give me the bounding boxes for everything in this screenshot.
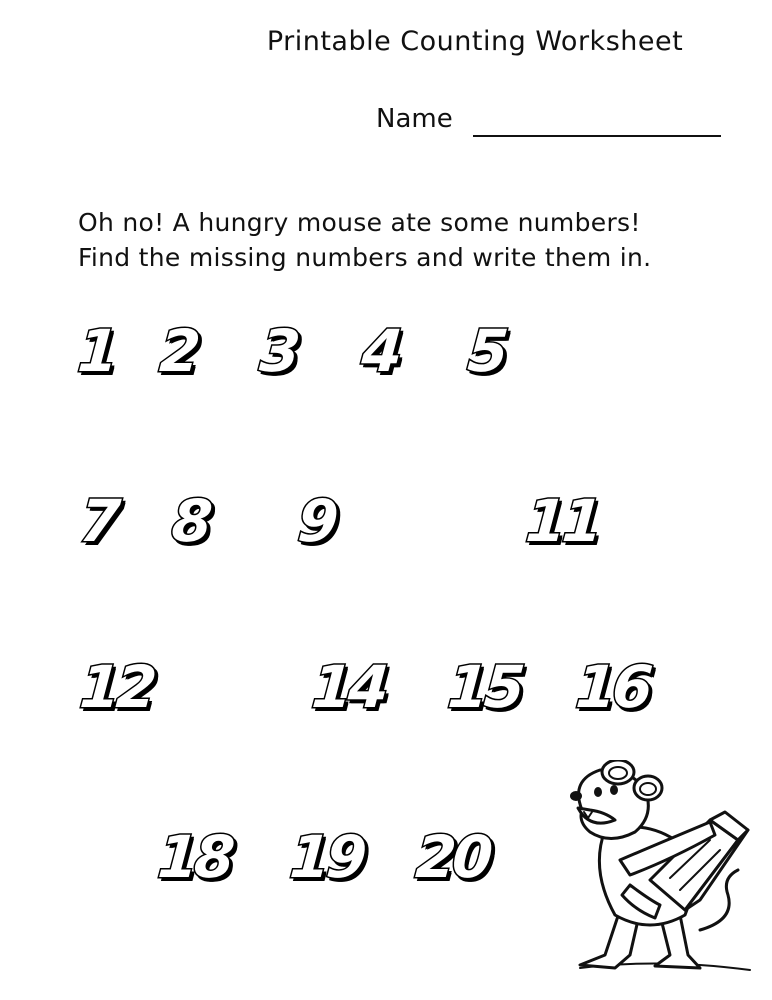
number-8: 8 [169,487,211,555]
number-16: 16 [573,653,652,721]
instruction-line-2: Find the missing numbers and write them in. [78,243,652,272]
name-write-line[interactable] [473,135,721,137]
number-15: 15 [445,653,524,721]
number-3: 3 [257,317,299,385]
number-1: 1 [75,317,117,385]
number-2: 2 [157,317,199,385]
number-9: 9 [295,487,337,555]
number-4: 4 [359,317,401,385]
number-12: 12 [77,653,156,721]
number-20: 20 [413,823,492,891]
instruction-line-1: Oh no! A hungry mouse ate some numbers! [78,208,641,237]
number-18: 18 [155,823,234,891]
number-19: 19 [287,823,366,891]
name-label: Name [376,104,453,134]
name-field-row [376,104,721,134]
worksheet-title: Printable Counting Worksheet [266,26,684,57]
instructions [78,205,651,275]
number-14: 14 [309,653,388,721]
number-7: 7 [77,487,119,555]
number-11: 11 [523,487,602,555]
mouse-carrying-block-icon [560,760,760,980]
number-5: 5 [465,317,507,385]
